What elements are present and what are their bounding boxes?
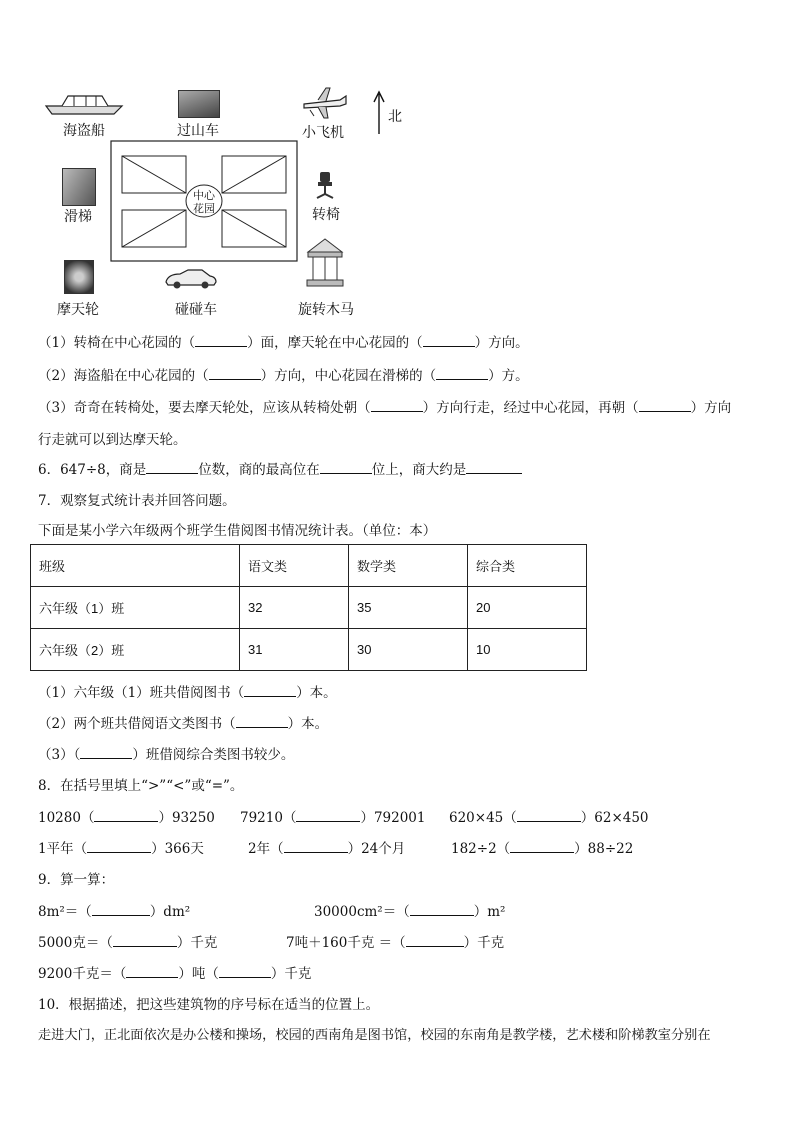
q9-item-4 [286,931,504,951]
small-plane-label: 小飞机 [302,125,344,141]
answer-blank[interactable] [113,933,177,947]
text: 30000cm²＝（ [314,904,410,920]
question-10-title: 10．根据描述，把这些建筑物的序号标在适当的位置上。 [38,997,380,1013]
text: ）dm² [149,904,191,920]
q9-item-5 [38,962,311,982]
text: ）本。 [287,716,329,732]
roller-coaster-icon [178,90,220,118]
answer-blank[interactable] [410,902,474,916]
map-figure [38,82,418,322]
text: 2年（ [248,841,284,857]
answer-blank[interactable] [219,964,271,978]
text: （3）奇奇在转椅处，要去摩天轮处，应该从转椅处朝（ [38,400,371,416]
text: （1）六年级（1）班共借阅图书（ [38,685,245,701]
bumper-car-icon [164,268,218,290]
answer-blank[interactable] [146,460,198,474]
answer-blank[interactable] [236,714,288,728]
text: 9200千克＝（ [38,966,127,982]
text: （2）两个班共借阅语文类图书（ [38,716,236,732]
question-7-title: 7．观察复式统计表并回答问题。 [38,493,236,509]
small-plane-icon [300,86,350,120]
center-park-label: 中心花园 [193,189,215,215]
answer-blank[interactable] [436,366,488,380]
text: 182÷2（ [451,841,511,857]
text: ）88÷22 [574,841,634,857]
text: ）吨（ [178,966,219,982]
q8-compare-3 [449,806,649,826]
table-cell: 六年级（1）班 [31,587,240,629]
answer-blank[interactable] [126,964,178,978]
table-cell: 10 [468,629,587,671]
q9-item-3 [38,931,217,951]
text: 10280（ [38,810,95,826]
q5-item-3 [38,396,731,416]
table-header-cell: 数学类 [349,545,468,587]
text: 1平年（ [38,841,88,857]
q8-compare-5 [248,837,405,857]
question-9-title: 9．算一算： [38,872,115,888]
text: 位数，商的最高位在 [198,462,320,478]
answer-blank[interactable] [284,839,348,853]
answer-blank[interactable] [423,333,475,347]
question-7-caption: 下面是某小学六年级两个班学生借阅图书情况统计表。（单位：本） [38,523,437,539]
ferris-wheel-icon [64,260,94,294]
text: ）792001 [360,810,426,826]
slide-icon [62,168,96,206]
answer-blank[interactable] [510,839,574,853]
answer-blank[interactable] [244,683,296,697]
q9-item-1 [38,900,190,920]
roller-coaster-label: 过山车 [177,123,219,139]
q7-item-2 [38,712,328,732]
answer-blank[interactable] [466,460,522,474]
table-header-cell: 班级 [31,545,240,587]
answer-blank[interactable] [195,333,247,347]
q7-item-3 [38,743,294,763]
text: ）62×450 [580,810,649,826]
text: （3）（ [38,747,81,763]
answer-blank[interactable] [639,398,691,412]
question-6 [38,458,522,478]
north-arrow-icon [371,90,387,136]
q8-compare-2 [240,806,426,826]
text: ）366天 [151,841,204,857]
ferris-wheel-label: 摩天轮 [57,302,99,318]
q5-item-2 [38,364,529,384]
bumper-car-label: 碰碰车 [175,302,217,318]
text: ）千克 [176,935,218,951]
text: 位上，商大约是 [371,462,467,478]
question-8-title: 8．在括号里填上“>”“<”或“=”。 [38,778,244,794]
text: ）方向。 [474,335,529,351]
text: ）93250 [158,810,215,826]
text: 6．647÷8，商是 [38,462,147,478]
answer-blank[interactable] [87,839,151,853]
table-cell: 35 [349,587,468,629]
q7-item-1 [38,681,337,701]
answer-blank[interactable] [209,366,261,380]
text: 5000克＝（ [38,935,113,951]
table-cell: 31 [240,629,349,671]
text: ）24个月 [347,841,406,857]
swivel-chair-icon [314,170,336,200]
text: 8m²＝（ [38,904,92,920]
q5-item-3-cont: 行走就可以到达摩天轮。 [38,432,187,448]
slide-label: 滑梯 [64,209,92,225]
q8-compare-1 [38,806,215,826]
text: ）班借阅综合类图书较少。 [132,747,295,763]
text: 79210（ [240,810,297,826]
text: ）方向 [690,400,732,416]
table-cell: 32 [240,587,349,629]
text: ）本。 [296,685,337,701]
q8-compare-6 [451,837,633,857]
table-cell: 20 [468,587,587,629]
text: 620×45（ [449,810,517,826]
text: ）千克 [270,966,312,982]
table-header-row [31,545,587,587]
q5-item-1 [38,331,529,351]
text: 7吨＋160千克 ＝（ [286,935,406,951]
statistics-table [30,544,587,671]
answer-blank[interactable] [80,745,132,759]
text: （2）海盗船在中心花园的（ [38,368,209,384]
table-header-cell: 语文类 [240,545,349,587]
question-10-text: 走进大门，正北面依次是办公楼和操场，校园的西南角是图书馆，校园的东南角是教学楼，艺术楼和阶梯教室分别在 [38,1028,711,1043]
table-cell: 30 [349,629,468,671]
table-header-cell: 综合类 [468,545,587,587]
text: ）方向行走，经过中心花园，再朝（ [422,400,639,416]
answer-blank[interactable] [320,460,372,474]
north-label: 北 [388,109,402,125]
answer-blank[interactable] [94,808,158,822]
text: ）方向，中心花园在滑梯的（ [260,368,437,384]
table-cell: 六年级（2）班 [31,629,240,671]
table-row [31,587,587,629]
carousel-label: 旋转木马 [298,302,354,318]
carousel-icon [304,236,346,290]
q8-compare-4 [38,837,204,857]
swivel-chair-label: 转椅 [312,207,340,223]
pirate-ship-icon [44,90,124,116]
q9-item-2 [314,900,505,920]
text: ）m² [473,904,506,920]
answer-blank[interactable] [517,808,581,822]
text: ）方。 [488,368,529,384]
text: （1）转椅在中心花园的（ [38,335,196,351]
pirate-ship-label: 海盗船 [63,123,105,139]
answer-blank[interactable] [406,933,464,947]
text: ）千克 [463,935,505,951]
text: ）面，摩天轮在中心花园的（ [247,335,423,351]
answer-blank[interactable] [296,808,360,822]
answer-blank[interactable] [371,398,423,412]
answer-blank[interactable] [92,902,150,916]
table-row [31,629,587,671]
